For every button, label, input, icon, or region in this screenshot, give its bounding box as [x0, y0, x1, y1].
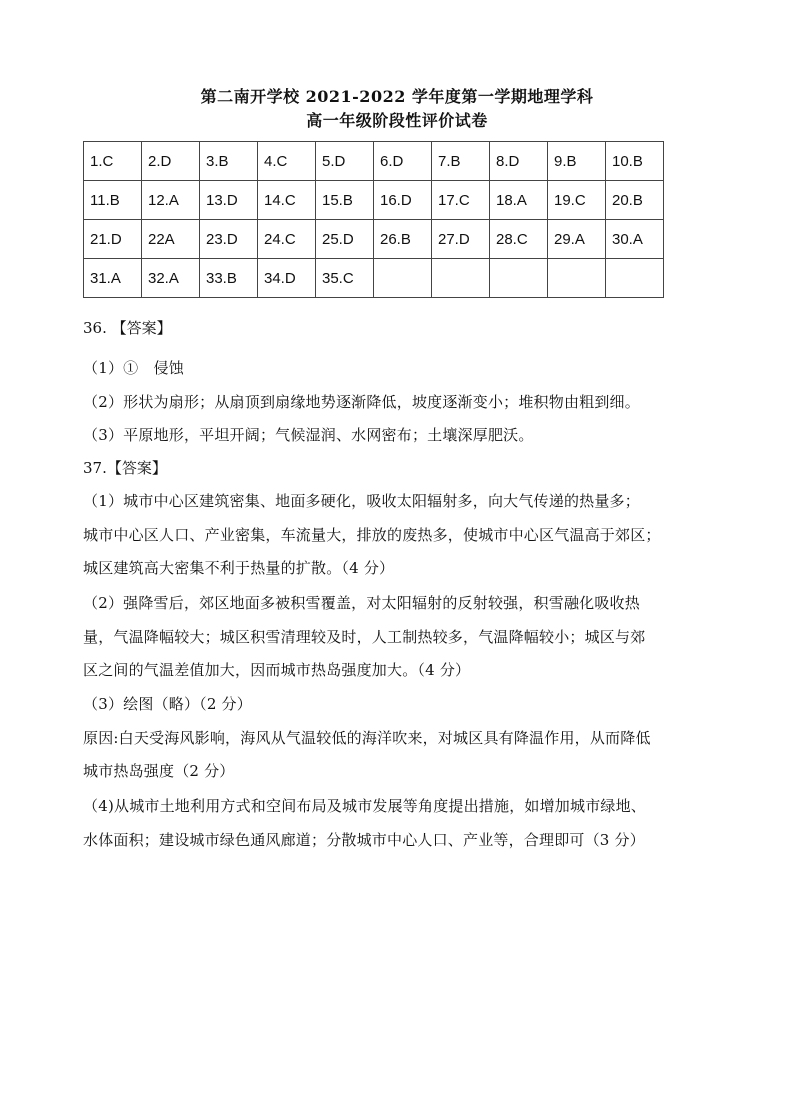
q37-answer-line: 城市中心区人口、产业密集，车流量大，排放的废热多，使城市中心区气温高于郊区；	[83, 526, 661, 544]
answer-cell	[432, 259, 490, 298]
answer-cell: 12.A	[142, 181, 200, 220]
answer-cell: 9.B	[548, 142, 606, 181]
q37-answer-line: 量，气温降幅较大；城区积雪清理较及时，人工制热较多，气温降幅较小；城区与郊	[83, 628, 646, 646]
q37-heading: 37.【答案】	[83, 459, 167, 477]
answer-cell: 8.D	[490, 142, 548, 181]
document-subtitle: 高一年级阶段性评价试卷	[306, 111, 488, 130]
answer-cell	[548, 259, 606, 298]
q36-answer-line: （1）① 侵蚀	[83, 359, 184, 377]
answer-cell: 4.C	[258, 142, 316, 181]
answer-row	[84, 142, 664, 181]
answer-cell: 2.D	[142, 142, 200, 181]
answer-cell: 11.B	[84, 181, 142, 220]
answer-cell: 10.B	[606, 142, 664, 181]
q37-answer-line: （1）城市中心区建筑密集、地面多硬化，吸收太阳辐射多，向大气传递的热量多；	[83, 492, 640, 510]
answer-cell: 18.A	[490, 181, 548, 220]
answer-cell: 19.C	[548, 181, 606, 220]
answer-cell: 20.B	[606, 181, 664, 220]
answer-cell: 35.C	[316, 259, 374, 298]
answer-cell	[374, 259, 432, 298]
answer-cell: 26.B	[374, 220, 432, 259]
q37-answer-line: 城市热岛强度（2 分）	[83, 762, 235, 780]
answer-cell: 13.D	[200, 181, 258, 220]
answer-cell: 17.C	[432, 181, 490, 220]
q37-answer-line: （3）绘图（略）（2 分）	[83, 695, 252, 713]
answer-row	[84, 181, 664, 220]
answer-cell: 31.A	[84, 259, 142, 298]
q37-answer-line: （2）强降雪后，郊区地面多被积雪覆盖，对太阳辐射的反射较强，积雪融化吸收热	[83, 594, 640, 612]
answer-cell: 16.D	[374, 181, 432, 220]
answer-cell	[606, 259, 664, 298]
answer-cell: 27.D	[432, 220, 490, 259]
answer-cell: 14.C	[258, 181, 316, 220]
answer-cell: 28.C	[490, 220, 548, 259]
answer-cell: 32.A	[142, 259, 200, 298]
q36-answer-line: （2）形状为扇形；从扇顶到扇缘地势逐渐降低，坡度逐渐变小；堆积物由粗到细。	[83, 393, 640, 411]
answer-cell: 3.B	[200, 142, 258, 181]
q37-answer-line: 区之间的气温差值加大，因而城市热岛强度加大。（4 分）	[83, 661, 471, 679]
q37-answer-line: （4)从城市土地利用方式和空间布局及城市发展等角度提出措施，如增加城市绿地、	[83, 797, 646, 815]
q36-heading: 36. 【答案】	[83, 319, 172, 337]
q36-answer-line: （3）平原地形，平坦开阔；气候湿润、水网密布；土壤深厚肥沃。	[83, 426, 534, 444]
answer-cell: 23.D	[200, 220, 258, 259]
answer-row	[84, 220, 664, 259]
answer-cell	[490, 259, 548, 298]
answer-cell: 25.D	[316, 220, 374, 259]
answer-row	[84, 259, 664, 298]
q37-answer-line: 原因:白天受海风影响，海风从气温较低的海洋吹来，对城区具有降温作用，从而降低	[83, 729, 651, 747]
answer-cell: 22A	[142, 220, 200, 259]
answer-cell: 1.C	[84, 142, 142, 181]
answer-table	[83, 141, 664, 298]
answer-cell: 34.D	[258, 259, 316, 298]
q37-answer-line: 水体面积；建设城市绿色通风廊道；分散城市中心人口、产业等，合理即可（3 分）	[83, 831, 645, 849]
answer-cell: 15.B	[316, 181, 374, 220]
answer-cell: 30.A	[606, 220, 664, 259]
q37-answer-line: 城区建筑高大密集不利于热量的扩散。（4 分）	[83, 559, 395, 577]
answer-cell: 21.D	[84, 220, 142, 259]
answer-cell: 24.C	[258, 220, 316, 259]
answer-cell: 5.D	[316, 142, 374, 181]
answer-cell: 29.A	[548, 220, 606, 259]
answer-cell: 7.B	[432, 142, 490, 181]
answer-cell: 33.B	[200, 259, 258, 298]
document-title: 第二南开学校 2021-2022 学年度第一学期地理学科	[200, 87, 594, 106]
answer-cell: 6.D	[374, 142, 432, 181]
